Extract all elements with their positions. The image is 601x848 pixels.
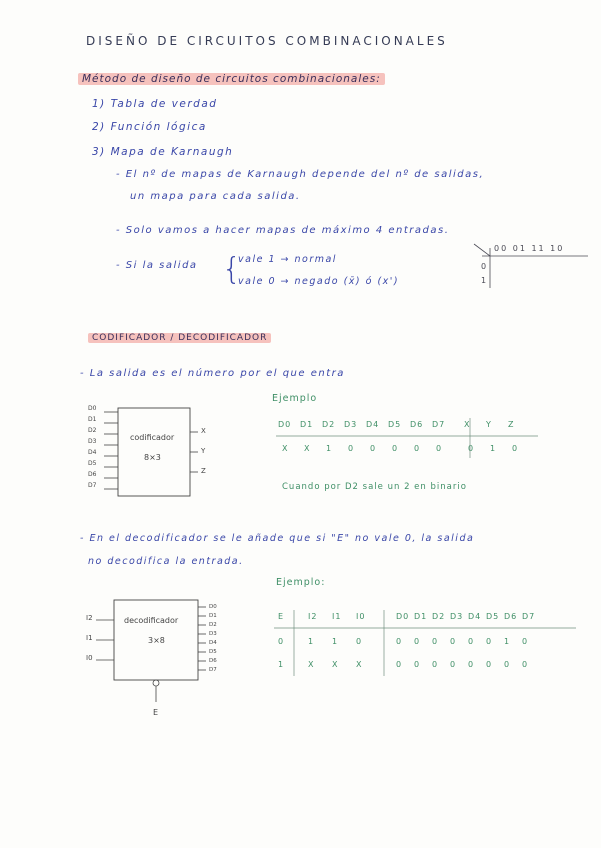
decoder-description: - En el decodificador se le añade que si "E" no vale 0, la salida [80, 533, 475, 544]
decoder-output-label: D5 [209, 649, 217, 655]
decoder-block-size: 3×8 [148, 636, 165, 645]
decoder-th: I2 [308, 612, 318, 621]
decoder-td: 1 [308, 637, 315, 646]
encoder-th: X [464, 420, 471, 429]
decoder-table-row-1 [278, 637, 540, 646]
encoder-th: Y [486, 420, 492, 429]
encoder-td: 1 [326, 444, 333, 453]
decoder-td: 0 [468, 637, 475, 646]
encoder-td: 0 [392, 444, 399, 453]
encoder-output-x: X [201, 427, 206, 435]
decoder-td: 0 [504, 660, 511, 669]
decoder-table-row-2 [278, 660, 540, 669]
encoder-input-label: D7 [88, 482, 97, 489]
decoder-input-i1: I1 [86, 634, 93, 642]
encoder-example-label: Ejemplo [272, 393, 318, 404]
kmap-column-labels: 00 01 11 10 [494, 244, 565, 253]
decoder-enable-label: E [153, 708, 159, 717]
decoder-output-label: D0 [209, 604, 217, 610]
section-heading-metodo: Método de diseño de circuitos combinacionales: [78, 73, 385, 85]
decoder-output-labels [209, 603, 217, 675]
decoder-th: I0 [356, 612, 366, 621]
step-3: 3) Mapa de Karnaugh [92, 146, 234, 158]
decoder-td: 0 [396, 637, 403, 646]
encoder-th: Z [508, 420, 515, 429]
encoder-td: X [304, 444, 311, 453]
decoder-td: 0 [414, 637, 421, 646]
decoder-block-name: decodificador [124, 616, 179, 625]
encoder-input-label: D4 [88, 449, 97, 456]
encoder-description: - La salida es el número por el que entra [80, 368, 345, 379]
decoder-input-i2: I2 [86, 614, 93, 622]
encoder-td: 1 [490, 444, 497, 453]
decoder-td: 0 [522, 637, 529, 646]
encoder-input-labels [88, 403, 96, 491]
encoder-table-lines [276, 416, 546, 462]
encoder-input-label: D2 [88, 427, 97, 434]
encoder-td: 0 [436, 444, 443, 453]
decoder-td: 0 [396, 660, 403, 669]
encoder-block [118, 408, 190, 496]
decoder-td: 0 [522, 660, 529, 669]
output-option-normal: vale 1 → normal [238, 254, 337, 265]
decoder-input-i0: I0 [86, 654, 93, 662]
encoder-input-label: D6 [88, 471, 97, 478]
decoder-th: D0 [396, 612, 410, 621]
decoder-enable-bubble [153, 680, 159, 686]
brace-icon: { [222, 252, 242, 287]
decoder-th: E [278, 612, 285, 621]
decoder-td: 1 [504, 637, 511, 646]
encoder-td: 0 [512, 444, 519, 453]
decoder-table-header [278, 612, 540, 621]
decoder-td: X [308, 660, 315, 669]
encoder-th: D5 [388, 420, 402, 429]
kmap-row-0: 0 [481, 262, 487, 271]
decoder-td: 0 [468, 660, 475, 669]
decoder-td: 1 [278, 660, 285, 669]
decoder-output-label: D4 [209, 640, 217, 646]
decoder-td: 0 [486, 660, 493, 669]
bullet-karnaugh-count-cont: un mapa para cada salida. [130, 191, 301, 202]
encoder-input-label: D0 [88, 405, 97, 412]
encoder-block-size: 8×3 [144, 453, 161, 462]
encoder-input-label: D3 [88, 438, 97, 445]
decoder-td: 1 [332, 637, 339, 646]
decoder-th: D2 [432, 612, 446, 621]
encoder-diagram [84, 402, 214, 502]
decoder-output-label: D6 [209, 658, 217, 664]
decoder-td: 0 [432, 660, 439, 669]
decoder-td: 0 [450, 660, 457, 669]
decoder-th: D1 [414, 612, 428, 621]
decoder-output-label: D7 [209, 667, 217, 673]
decoder-th: D5 [486, 612, 500, 621]
decoder-output-label: D3 [209, 631, 217, 637]
encoder-th: D0 [278, 420, 292, 429]
output-option-negated: vale 0 → negado (x̄) ó (x') [238, 276, 400, 287]
encoder-td: X [282, 444, 289, 453]
decoder-td: 0 [356, 637, 363, 646]
decoder-th: D3 [450, 612, 464, 621]
decoder-td: 0 [278, 637, 285, 646]
encoder-output-y: Y [201, 447, 206, 455]
page-title: DISEÑO DE CIRCUITOS COMBINACIONALES [86, 34, 448, 48]
decoder-example-label: Ejemplo: [276, 577, 326, 588]
bullet-max-inputs: - Solo vamos a hacer mapas de máximo 4 entradas. [116, 225, 450, 236]
decoder-th: D6 [504, 612, 518, 621]
section-heading-codificador: CODIFICADOR / DECODIFICADOR [88, 333, 271, 343]
decoder-td: 0 [432, 637, 439, 646]
encoder-input-label: D1 [88, 416, 97, 423]
decoder-th: D4 [468, 612, 482, 621]
decoder-td: X [332, 660, 339, 669]
decoder-th: I1 [332, 612, 342, 621]
encoder-th: D4 [366, 420, 380, 429]
encoder-th: D2 [322, 420, 336, 429]
encoder-td: 0 [468, 444, 475, 453]
encoder-td: 0 [370, 444, 377, 453]
bullet-output-lead: - Si la salida [116, 260, 198, 271]
step-1: 1) Tabla de verdad [92, 98, 218, 110]
bullet-karnaugh-count: - El nº de mapas de Karnaugh depende del nº de salidas, [116, 169, 485, 180]
decoder-th: D7 [522, 612, 536, 621]
kmap-row-1: 1 [481, 276, 487, 285]
kmap-diagonal [474, 244, 490, 256]
encoder-th: D7 [432, 420, 446, 429]
decoder-td: X [356, 660, 363, 669]
step-2: 2) Función lógica [92, 121, 207, 133]
encoder-output-z: Z [201, 467, 206, 475]
encoder-th: D6 [410, 420, 424, 429]
encoder-input-label: D5 [88, 460, 97, 467]
encoder-th: D1 [300, 420, 314, 429]
decoder-td: 0 [450, 637, 457, 646]
encoder-td: 0 [414, 444, 421, 453]
encoder-th: D3 [344, 420, 358, 429]
decoder-output-label: D2 [209, 622, 217, 628]
decoder-description-cont: no decodifica la entrada. [88, 556, 244, 567]
decoder-td: 0 [486, 637, 493, 646]
encoder-note: Cuando por D2 sale un 2 en binario [282, 482, 467, 492]
decoder-output-label: D1 [209, 613, 217, 619]
encoder-td: 0 [348, 444, 355, 453]
decoder-td: 0 [414, 660, 421, 669]
encoder-block-name: codificador [130, 433, 175, 442]
